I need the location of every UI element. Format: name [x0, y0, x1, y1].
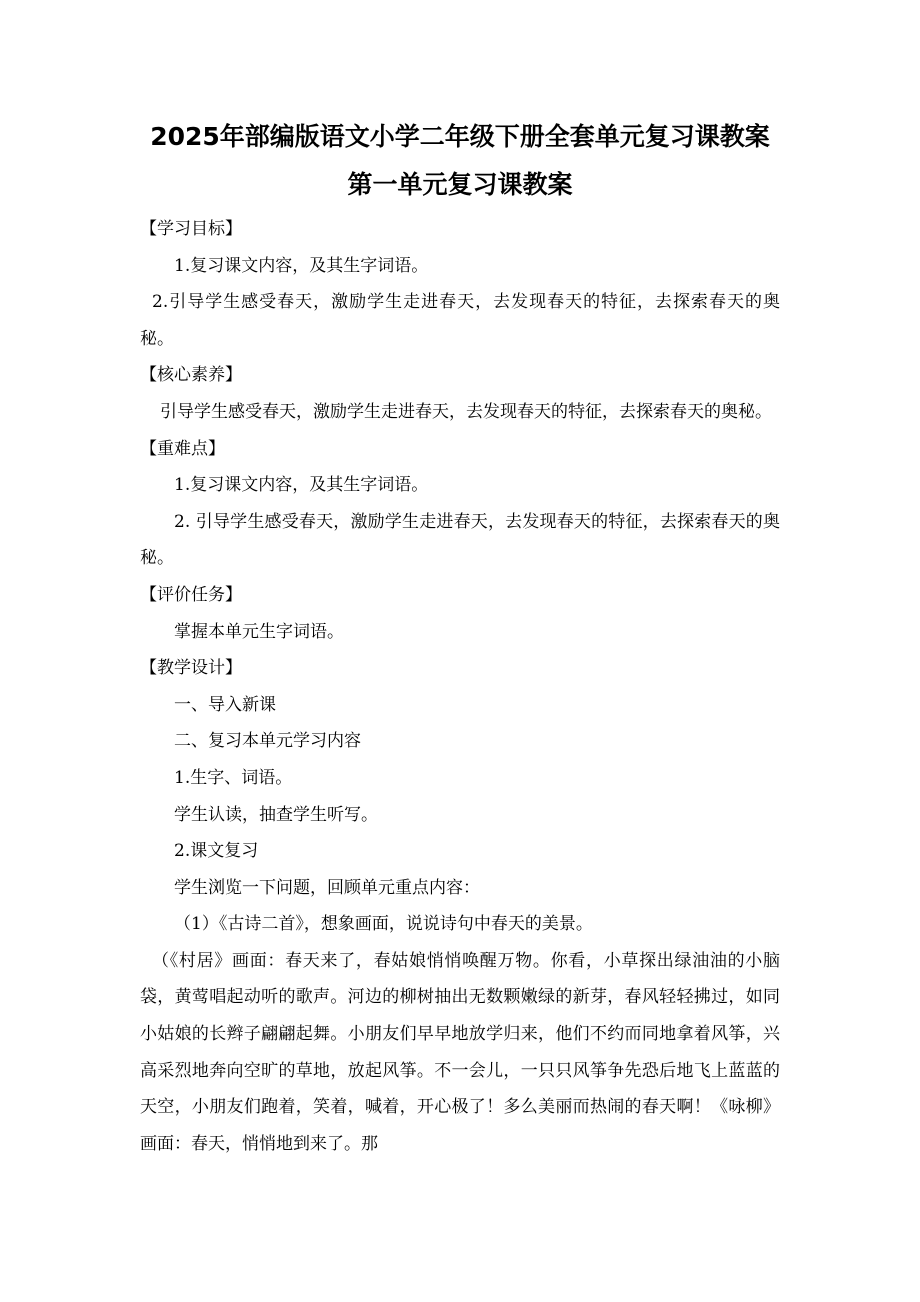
key-point-item-1: 1.复习课文内容，及其生字词语。: [174, 475, 429, 496]
section-heading-key-points: 【重难点】: [140, 438, 225, 459]
document-title: 2025年部编版语文小学二年级下册全套单元复习课教案: [150, 122, 770, 151]
question-item-1: （1）《古诗二首》，想象画面，说说诗句中春天的美景。: [174, 914, 593, 935]
design-item-vocabulary: 1.生字、词语。: [174, 767, 293, 788]
assessment-text: 掌握本单元生字词语。: [174, 621, 344, 642]
design-item-text-review-activity: 学生浏览一下问题，回顾单元重点内容：: [174, 877, 480, 898]
section-heading-teaching-design: 【教学设计】: [140, 658, 242, 679]
design-step-review: 二、复习本单元学习内容: [174, 731, 361, 752]
objective-item-2: 2.引导学生感受春天，激励学生走进春天，去发现春天的特征，去探索春天的奥秘。: [140, 292, 780, 349]
section-heading-core-literacy: 【核心素养】: [140, 365, 242, 386]
document-body: [140, 211, 780, 1162]
key-point-item-2: 2. 引导学生感受春天，激励学生走进春天，去发现春天的特征，去探索春天的奥秘。: [140, 511, 780, 569]
design-item-text-review: 2.课文复习: [174, 841, 259, 862]
objective-item-1: 1.复习课文内容，及其生字词语。: [174, 255, 429, 276]
section-heading-assessment: 【评价任务】: [140, 584, 242, 605]
unit-subtitle: 第一单元复习课教案: [347, 170, 573, 199]
poem-scene-description: （《村居》画面：春天来了，春姑娘悄悄唤醒万物。你看，小草探出绿油油的小脑袋，黄莺唱起动听的歌声。河边的柳树抽出无数颗嫩绿的新芽，春风轻轻拂过，如同小姑娘的长辫子翩翩起舞。小朋友们早早地放学归来，他们不约而同地拿着风筝，兴高采烈地奔向空旷的草地，放起风筝。不一会儿，一只只风筝争先恐后地飞上蓝蓝的天空，小朋友们跑着，笑着，喊着，开心极了！多么美丽而热闹的春天啊！《咏柳》画面：春天，悄悄地到来了。那: [140, 950, 780, 1154]
core-literacy-text: 引导学生感受春天，激励学生走进春天，去发现春天的特征，去探索春天的奥秘。: [160, 401, 772, 422]
design-item-vocabulary-activity: 学生认读，抽查学生听写。: [174, 804, 378, 825]
design-step-intro: 一、导入新课: [174, 694, 276, 715]
section-heading-objectives: 【学习目标】: [140, 219, 242, 239]
